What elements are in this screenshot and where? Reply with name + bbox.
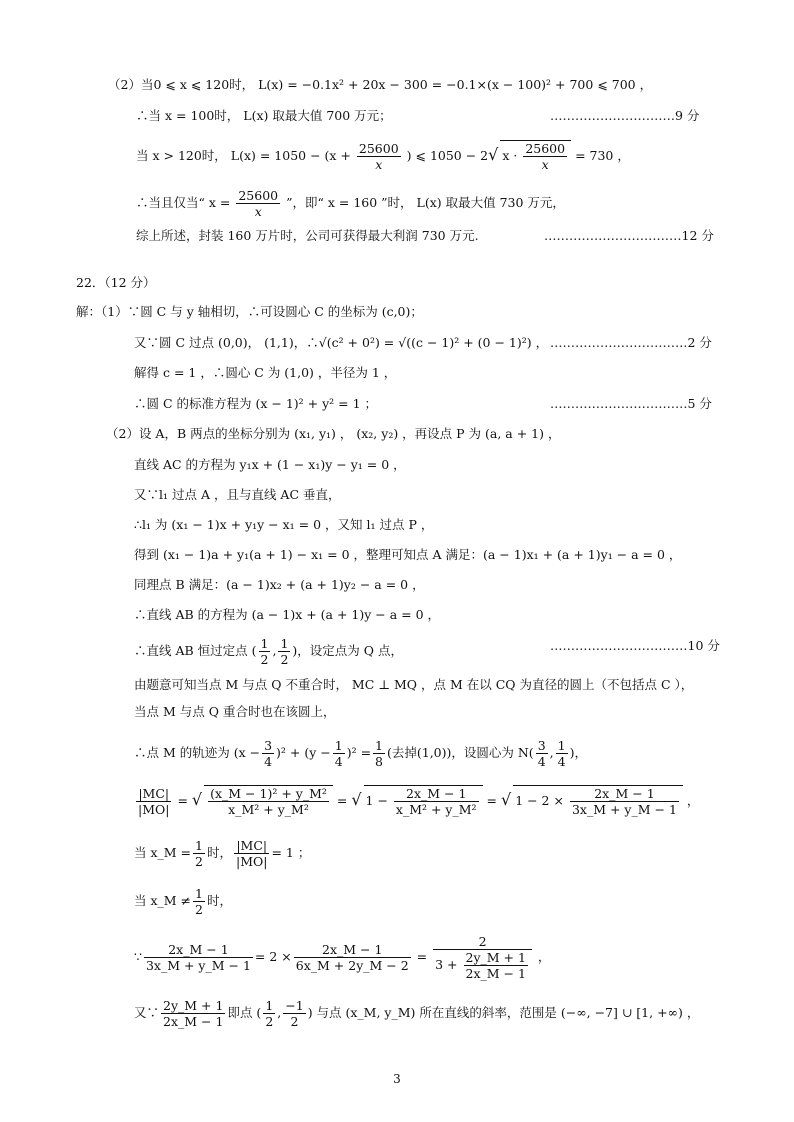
q22-p2-9: 由题意可知当点 M 与点 Q 不重合时， MC ⊥ MQ ，点 M 在以 CQ 为直径的圆上（不包括点 C ）， [134, 677, 694, 692]
score-2: ……………………………2 分 [550, 335, 712, 350]
q22-header: 22．（12 分） [76, 275, 156, 290]
q22-p2-7: ∴直线 AB 的方程为 (a − 1)x + (a + 1)y − a = 0 ， [134, 607, 441, 622]
profit-line-5: 综上所述，封装 160 万片时，公司可获得最大利润 730 万元. [136, 228, 479, 243]
q22-p2-11: ∴点 M 的轨迹为 (x − $\frac{3}{4}$ )² + (y − $\frac{1}{4}$ )² = $\frac{1}{8}$ (去掉(1,0))，设圆心为 N( $\frac{3}{4}$ , $\frac{1}{4}$ )， [134, 738, 587, 769]
q22-p2-14: 当 x_M ≠ $\frac{1}{2}$ 时， [134, 886, 232, 917]
q22-p2-13: 当 x_M = $\frac{1}{2}$ 时， $\frac{|MC|}{|MO|}$ = 1 ； [134, 838, 311, 869]
q22-p2-15: ∵ $\frac{2x\_M - 1}{3x\_M + y\_M - 1}$ = 2 × $\frac{2x\_M - 1}{6x\_M + 2y\_M - 2}$ = 2 3 + $\frac{2y\_M + 1}{2x\_M - 1}$ ， [134, 934, 551, 981]
score-12: ……………………………12 分 [544, 228, 714, 243]
q22-p2-6: 同理点 B 满足：(a − 1)x₂ + (a + 1)y₂ − a = 0 ， [134, 577, 425, 592]
q22-p2-5: 得到 (x₁ − 1)a + y₁(a + 1) − x₁ = 0 ，整理可知点 A 满足：(a − 1)x₁ + (a + 1)y₁ − a = 0 ， [134, 547, 682, 562]
q22-p2-2: 直线 AC 的方程为 y₁x + (1 − x₁)y − y₁ = 0 ， [134, 457, 406, 472]
q22-p2-12: $\frac{|MC|}{|MO|}$ = √ $\frac{\text{(x\_M − 1)² + y\_M²}}{\text{x\_M² + y\_M²}}$ = √ 1 − $\frac{2x\_M - 1}{\text{x\_M² + y\_M²}}$ = √ 1 − 2 × $\frac{2x\_M - 1}{3x\_M + y\_M - 1}$ ， [138, 786, 700, 817]
q22-s4: ∴圆 C 的标准方程为 (x − 1)² + y² = 1 ； [134, 396, 378, 411]
q22-p2-1: （2）设 A，B 两点的坐标分别为 (x₁, y₁) ， (x₂, y₂) ，再设点 P 为 (a, a + 1) ， [106, 426, 561, 441]
score-10: ……………………………10 分 [550, 638, 720, 653]
profit-line-1: （2）当0 ⩽ x ⩽ 120时， L(x) = −0.1x² + 20x − 300 = −0.1×(x − 100)² + 700 ⩽ 700 ， [108, 77, 653, 92]
q22-p2-16: 又∵ $\frac{2y\_M + 1}{2x\_M - 1}$ 即点 ( $\frac{1}{2}$ , $\frac{-1}{2}$ ) 与点 (x_M, y_M) 所在直线的斜率，范围是 (−∞, −7] ∪ [1, +∞) ， [134, 998, 700, 1029]
score-9: …………………………9 分 [550, 108, 700, 123]
q22-s1: 解：（1）∵圆 C 与 y 轴相切，∴可设圆心 C 的坐标为 (c,0)； [76, 304, 423, 319]
q22-s2: 又∵圆 C 过点 (0,0)， (1,1)，∴√(c² + 0²) = √((c − 1)² + (0 − 1)²) ， [134, 335, 549, 350]
q22-s3: 解得 c = 1 ，∴圆心 C 为 (1,0) ，半径为 1 ， [134, 365, 397, 380]
profit-line-2: ∴当 x = 100时， L(x) 取最大值 700 万元； [136, 108, 392, 123]
q22-p2-4: ∴l₁ 为 (x₁ − 1)x + y₁y − x₁ = 0 ，又知 l₁ 过点 P ， [134, 517, 434, 532]
q22-p2-3: 又∵l₁ 过点 A ，且与直线 AC 垂直， [134, 487, 341, 502]
page-number: 3 [393, 1072, 401, 1086]
q22-p2-8: ∴直线 AB 恒过定点 ( $\frac{1}{2}$ , $\frac{1}{2}$ )，设定点为 Q 点， [134, 636, 403, 667]
profit-line-4: ∴当且仅当“ x = $\frac{25600}{x}$ ”，即“ x = 160 ”时， L(x) 取最大值 730 万元， [136, 188, 565, 219]
q22-p2-10: 当点 M 与点 Q 重合时也在该圆上， [134, 704, 336, 719]
score-5: ……………………………5 分 [550, 396, 712, 411]
profit-line-3: 当 x > 120时， L(x) = 1050 − (x + $\frac{25600}{x}$ ) ⩽ 1050 − 2√ x · $\frac{25600}{x}$ = 730 ， [136, 141, 630, 172]
